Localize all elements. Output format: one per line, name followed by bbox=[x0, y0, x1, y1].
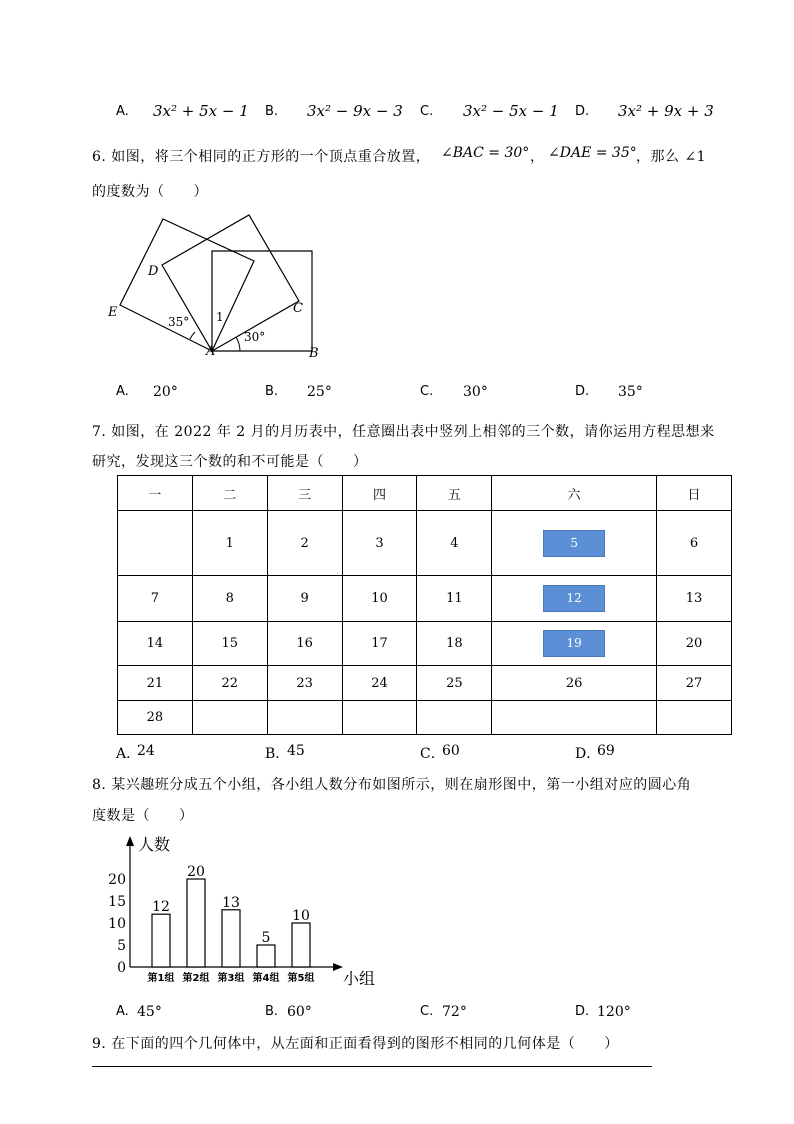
q8-option-c-value: 72° bbox=[442, 1004, 467, 1020]
q7-option-b-letter: B． bbox=[265, 746, 290, 762]
q6-angle-bac: ∠BAC = 30° bbox=[441, 145, 530, 161]
q6-option-b-value: 25° bbox=[307, 384, 332, 400]
y-tick-label: 5 bbox=[117, 938, 126, 954]
label-d: D bbox=[148, 264, 159, 279]
highlight-box: 12 bbox=[543, 585, 605, 612]
calendar-cell bbox=[657, 701, 732, 735]
q6-stem-line2: 的度数为（ ） bbox=[92, 184, 208, 200]
calendar-cell: 14 bbox=[118, 622, 193, 666]
calendar-row bbox=[118, 576, 732, 622]
calendar-cell: 17 bbox=[342, 622, 417, 666]
q9-stem-line1: 9. 在下面的四个几何体中，从左面和正面看得到的图形不相同的几何体是（ ） bbox=[92, 1036, 619, 1052]
calendar-cell: 8 bbox=[192, 576, 267, 622]
calendar-cell: 21 bbox=[118, 666, 193, 701]
y-axis-label: 人数 bbox=[138, 835, 171, 854]
q8-option-a-letter: A. bbox=[116, 1004, 129, 1019]
q8-option-c-letter: C. bbox=[420, 1004, 434, 1019]
calendar-cell: 25 bbox=[417, 666, 492, 701]
calendar-row bbox=[118, 666, 732, 701]
bar-value-label: 20 bbox=[187, 864, 205, 880]
square-ac-rotated bbox=[162, 215, 299, 351]
label-angle-1: 1 bbox=[216, 310, 224, 324]
calendar-cell: 16 bbox=[267, 622, 342, 666]
x-tick-label: 第5组 bbox=[287, 973, 315, 984]
calendar-cell: 23 bbox=[267, 666, 342, 701]
q7-option-d-letter: D． bbox=[575, 746, 601, 762]
q7-option-a-letter: A． bbox=[116, 746, 141, 762]
y-axis-arrow bbox=[126, 836, 134, 846]
q8-option-b-value: 60° bbox=[287, 1004, 312, 1020]
calendar-header-row bbox=[118, 476, 732, 511]
x-axis-label: 小组 bbox=[343, 969, 376, 988]
q5-option-d-letter: D. bbox=[575, 104, 590, 119]
q6-stem-tail: ，那么 ∠1 bbox=[636, 149, 707, 165]
calendar-cell-highlighted bbox=[492, 622, 657, 666]
calendar-cell: 13 bbox=[657, 576, 732, 622]
q6-option-c-letter: C. bbox=[420, 384, 434, 399]
square-ade bbox=[120, 219, 254, 351]
bar bbox=[222, 910, 240, 967]
calendar-header: 二 bbox=[192, 476, 267, 511]
x-tick-label: 第1组 bbox=[147, 973, 175, 984]
x-axis-arrow bbox=[333, 963, 343, 971]
calendar-cell bbox=[417, 701, 492, 735]
q5-option-a-expr: 3x² + 5x − 1 bbox=[153, 102, 249, 120]
x-tick-label: 第4组 bbox=[252, 973, 280, 984]
bar bbox=[292, 923, 310, 967]
calendar-cell: 26 bbox=[492, 666, 657, 701]
group-count-bar-chart bbox=[100, 832, 390, 997]
calendar-cell: 20 bbox=[657, 622, 732, 666]
calendar-cell: 10 bbox=[342, 576, 417, 622]
q6-option-a-letter: A. bbox=[116, 384, 129, 399]
q8-stem-line1: 8. 某兴趣班分成五个小组，各小组人数分布如图所示，则在扇形图中，第一小组对应的圆心角 bbox=[92, 777, 692, 793]
q6-option-a-value: 20° bbox=[153, 384, 178, 400]
calendar-cell: 2 bbox=[267, 511, 342, 576]
q6-angle-dae: ∠DAE = 35° bbox=[548, 145, 637, 161]
calendar-cell bbox=[492, 701, 657, 735]
x-tick-label: 第3组 bbox=[217, 973, 245, 984]
q5-option-d-expr: 3x² + 9x + 3 bbox=[618, 102, 714, 120]
calendar-row bbox=[118, 701, 732, 735]
calendar-header: 三 bbox=[267, 476, 342, 511]
q8-option-a-value: 45° bbox=[137, 1004, 162, 1020]
q6-option-b-letter: B. bbox=[265, 384, 279, 399]
bar bbox=[187, 879, 205, 967]
label-e: E bbox=[108, 305, 118, 320]
q8-stem-line2: 度数是（ ） bbox=[92, 808, 194, 824]
y-tick-label: 10 bbox=[108, 916, 126, 932]
bar bbox=[257, 945, 275, 967]
calendar-header: 日 bbox=[657, 476, 732, 511]
q8-option-d-letter: D. bbox=[575, 1004, 590, 1019]
q6-option-d-letter: D. bbox=[575, 384, 590, 399]
calendar-cell bbox=[118, 511, 193, 576]
q7-option-a-value: 24 bbox=[137, 743, 155, 759]
calendar-cell: 9 bbox=[267, 576, 342, 622]
q6-option-c-value: 30° bbox=[463, 384, 488, 400]
calendar-header: 六 bbox=[492, 476, 657, 511]
label-a: A bbox=[206, 344, 216, 359]
calendar-cell: 11 bbox=[417, 576, 492, 622]
calendar-cell: 24 bbox=[342, 666, 417, 701]
label-35deg: 35° bbox=[168, 315, 190, 329]
y-tick-label: 0 bbox=[117, 960, 126, 976]
calendar-header: 一 bbox=[118, 476, 193, 511]
q5-option-c-expr: 3x² − 5x − 1 bbox=[463, 102, 559, 120]
q8-option-d-value: 120° bbox=[597, 1004, 631, 1020]
calendar-cell: 27 bbox=[657, 666, 732, 701]
x-tick-label: 第2组 bbox=[182, 973, 210, 984]
calendar-cell: 28 bbox=[118, 701, 193, 735]
label-b: B bbox=[309, 346, 319, 361]
calendar-cell: 6 bbox=[657, 511, 732, 576]
y-tick-label: 20 bbox=[108, 872, 126, 888]
calendar-cell: 3 bbox=[342, 511, 417, 576]
calendar-cell bbox=[267, 701, 342, 735]
calendar-cell: 4 bbox=[417, 511, 492, 576]
calendar-row bbox=[118, 511, 732, 576]
y-tick-label: 15 bbox=[108, 894, 126, 910]
q7-stem-line1: 7. 如图，在 2022 年 2 月的月历表中，任意圈出表中竖列上相邻的三个数，请你运用方程思想来 bbox=[92, 424, 715, 440]
q8-option-b-letter: B. bbox=[265, 1004, 279, 1019]
q7-option-c-letter: C． bbox=[420, 746, 445, 762]
label-c: C bbox=[293, 301, 303, 316]
q6-separator: ， bbox=[530, 149, 544, 165]
q5-option-c-letter: C. bbox=[420, 104, 434, 119]
bar-value-label: 5 bbox=[261, 930, 271, 946]
q5-option-b-letter: B. bbox=[265, 104, 279, 119]
q6-option-d-value: 35° bbox=[618, 384, 643, 400]
calendar-cell: 15 bbox=[192, 622, 267, 666]
q5-option-a-letter: A. bbox=[116, 104, 129, 119]
highlight-box: 19 bbox=[543, 630, 605, 657]
q7-option-c-value: 60 bbox=[442, 743, 460, 759]
calendar-cell: 22 bbox=[192, 666, 267, 701]
label-30deg: 30° bbox=[244, 330, 266, 344]
bar-value-label: 12 bbox=[152, 899, 170, 916]
bottom-rule bbox=[92, 1066, 652, 1067]
calendar-header: 五 bbox=[417, 476, 492, 511]
calendar-cell: 18 bbox=[417, 622, 492, 666]
february-calendar-table bbox=[117, 475, 732, 735]
q7-option-d-value: 69 bbox=[597, 743, 615, 759]
highlight-box: 5 bbox=[543, 530, 605, 557]
calendar-row bbox=[118, 622, 732, 666]
bar bbox=[152, 914, 170, 967]
calendar-cell bbox=[192, 701, 267, 735]
q7-stem-line2: 研究，发现这三个数的和不可能是（ ） bbox=[92, 454, 368, 470]
calendar-cell: 7 bbox=[118, 576, 193, 622]
calendar-cell bbox=[342, 701, 417, 735]
calendar-header: 四 bbox=[342, 476, 417, 511]
calendar-cell-highlighted bbox=[492, 511, 657, 576]
bar-value-label: 10 bbox=[292, 908, 310, 924]
calendar-cell-highlighted bbox=[492, 576, 657, 622]
q7-option-b-value: 45 bbox=[287, 743, 305, 759]
bar-value-label: 13 bbox=[222, 894, 240, 911]
q5-option-b-expr: 3x² − 9x − 3 bbox=[307, 102, 403, 120]
calendar-cell: 1 bbox=[192, 511, 267, 576]
three-squares-figure bbox=[100, 205, 330, 365]
q6-stem-line1: 6. 如图，将三个相同的正方形的一个顶点重合放置， bbox=[92, 149, 431, 165]
